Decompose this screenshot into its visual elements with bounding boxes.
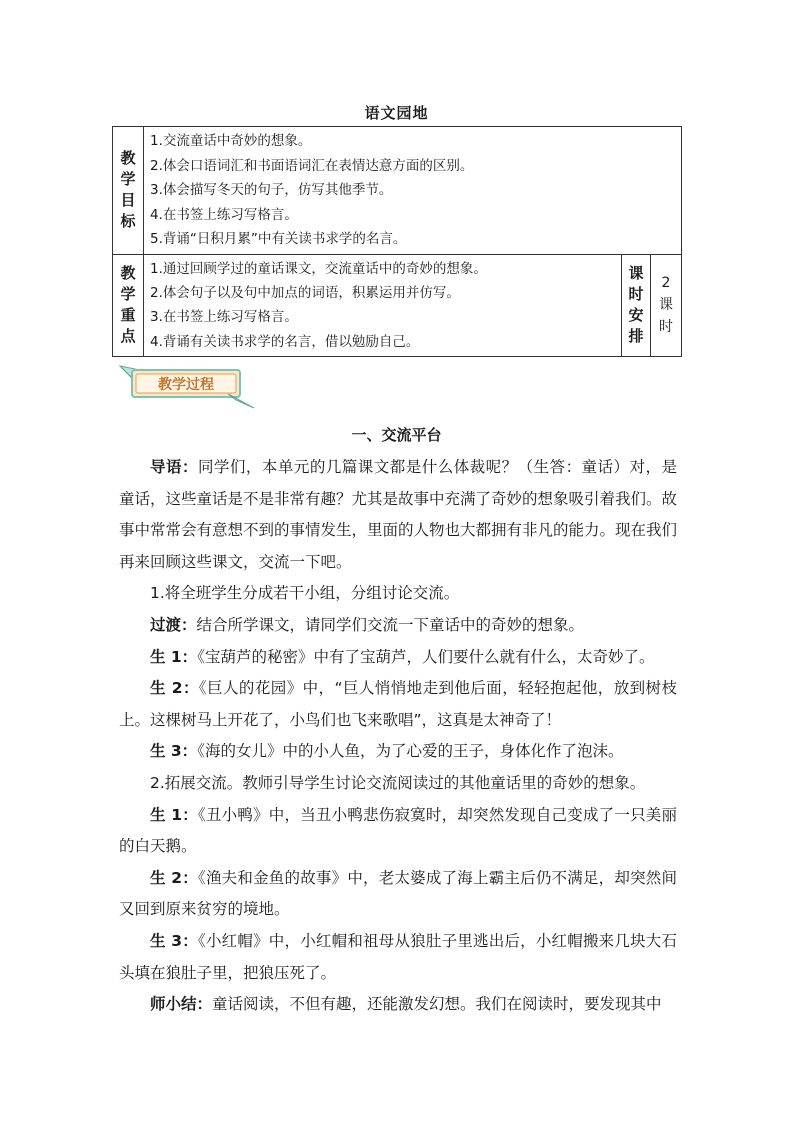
lesson-paragraph [119,736,677,768]
objective-item: 5.背诵“日积月累”中有关读书求学的名言。 [150,231,407,248]
lesson-paragraph [119,578,677,610]
paragraph-text: 《海的女儿》中的小人鱼，为了心爱的王子，身体化作了泡沫。 [197,742,624,761]
speaker-label: 导语： [150,458,198,476]
focus-row [113,254,682,356]
speaker-label: 生 1： [150,647,198,666]
schedule-value-char: 课 [659,297,673,314]
lesson-body [119,452,677,1021]
schedule-value [651,254,682,356]
objective-item: 4.在书签上练习写格言。 [150,206,298,223]
paragraph-text: 2.拓展交流。教师引导学生讨论交流阅读过的其他童话里的奇妙的想象。 [150,773,646,792]
paragraph-text: 结合所学课文，请同学们交流一下童话中的奇妙的想象。 [196,615,585,634]
objectives-list [144,127,682,255]
objectives-label-char: 标 [120,212,136,231]
paragraph-text: 同学们，本单元的几篇课文都是什么体裁呢？（生答：童话）对，是童话，这些童话是不是非常有趣？尤其是故事中充满了奇妙的想象吸引着我们。故事中常常会有意想不到的事情发生，里面的人物也大都拥有非凡的能力。现在我们再来回顾这些课文，交流一下吧。 [119,458,678,571]
schedule-value-char: 2 [661,275,671,292]
lesson-paragraph [119,926,677,989]
focus-item: 4.背诵有关读书求学的名言，借以勉励自己。 [150,333,420,350]
lesson-paragraph [119,452,677,578]
paragraph-text: 《宝葫芦的秘密》中有了宝葫芦，人们要什么就有什么，太奇妙了。 [197,647,655,666]
objectives-label-char: 目 [120,191,136,210]
schedule-value-char: 时 [659,319,673,336]
paragraph-text: 童话阅读，不但有趣，还能激发幻想。我们在阅读时，要发现其中 [212,995,662,1014]
lesson-paragraph [119,863,677,926]
schedule-label-char: 排 [628,327,644,346]
schedule-label [622,254,651,356]
paper-plane-icon [228,394,254,408]
focus-label-char: 点 [120,327,136,346]
speaker-label: 过渡： [150,615,197,634]
section-heading: 一、交流平台 [351,426,442,444]
focus-item: 1.通过回顾学过的童话课文，交流童话中的奇妙的想象。 [150,260,487,277]
lesson-paragraph [119,673,677,736]
objective-item: 1.交流童话中奇妙的想象。 [150,133,312,149]
speaker-label: 生 3： [150,742,198,761]
focus-label-char: 学 [120,285,136,304]
paragraph-text: 《小红帽》中，小红帽和祖母从狼肚子里逃出后，小红帽搬来几块大石头填在狼肚子里，把狼压死了。 [119,931,677,982]
speaker-label: 生 2： [150,679,199,698]
objective-item: 2.体会口语词汇和书面语词汇在表情达意方面的区别。 [150,157,474,174]
focus-label-char: 教 [120,264,136,283]
focus-list [144,254,622,356]
schedule-label-char: 时 [628,285,644,304]
objectives-label-char: 学 [120,170,136,189]
lesson-paragraph [119,768,677,800]
paragraph-text: 《渔夫和金鱼的故事》中，老太婆成了海上霸主后仍不满足，却突然间又回到原来贫穷的境地。 [119,868,677,919]
banner-text: 教学过程 [158,377,214,393]
paragraph-text: 1.将全班学生分成若干小组，分组讨论交流。 [150,584,460,603]
speaker-label: 生 2： [150,868,199,887]
lesson-paragraph [119,800,677,863]
focus-label [113,254,144,356]
objectives-label-char: 教 [120,149,136,168]
paragraph-text: 《巨人的花园》中，“巨人悄悄地走到他后面，轻轻抱起他，放到树枝上。这棵树马上开花了，小鸟们也飞来歌唱”，这真是太神奇了！ [119,679,677,729]
schedule-label-char: 课 [628,264,644,283]
speaker-label: 生 1： [150,805,199,824]
schedule-label-char: 安 [628,306,644,325]
lesson-paragraph [119,610,677,642]
objectives-label [113,127,144,255]
teaching-process-banner [118,360,258,410]
focus-item: 3.在书签上练习写格言。 [150,309,298,326]
page-title: 语文园地 [364,104,429,122]
objective-item: 3.体会描写冬天的句子，仿写其他季节。 [150,182,393,199]
speaker-label: 生 3： [150,931,199,950]
focus-item: 2.体会句子以及句中加点的词语，积累运用并仿写。 [150,285,460,302]
objectives-row [113,127,682,255]
lesson-paragraph [119,642,677,674]
paragraph-text: 《丑小鸭》中，当丑小鸭悲伤寂寞时，却突然发现自己变成了一只美丽的白天鹅。 [119,805,677,856]
lesson-paragraph [119,989,677,1021]
focus-label-char: 重 [120,306,136,325]
speaker-label: 师小结： [150,995,213,1014]
lesson-plan-table [112,126,682,357]
